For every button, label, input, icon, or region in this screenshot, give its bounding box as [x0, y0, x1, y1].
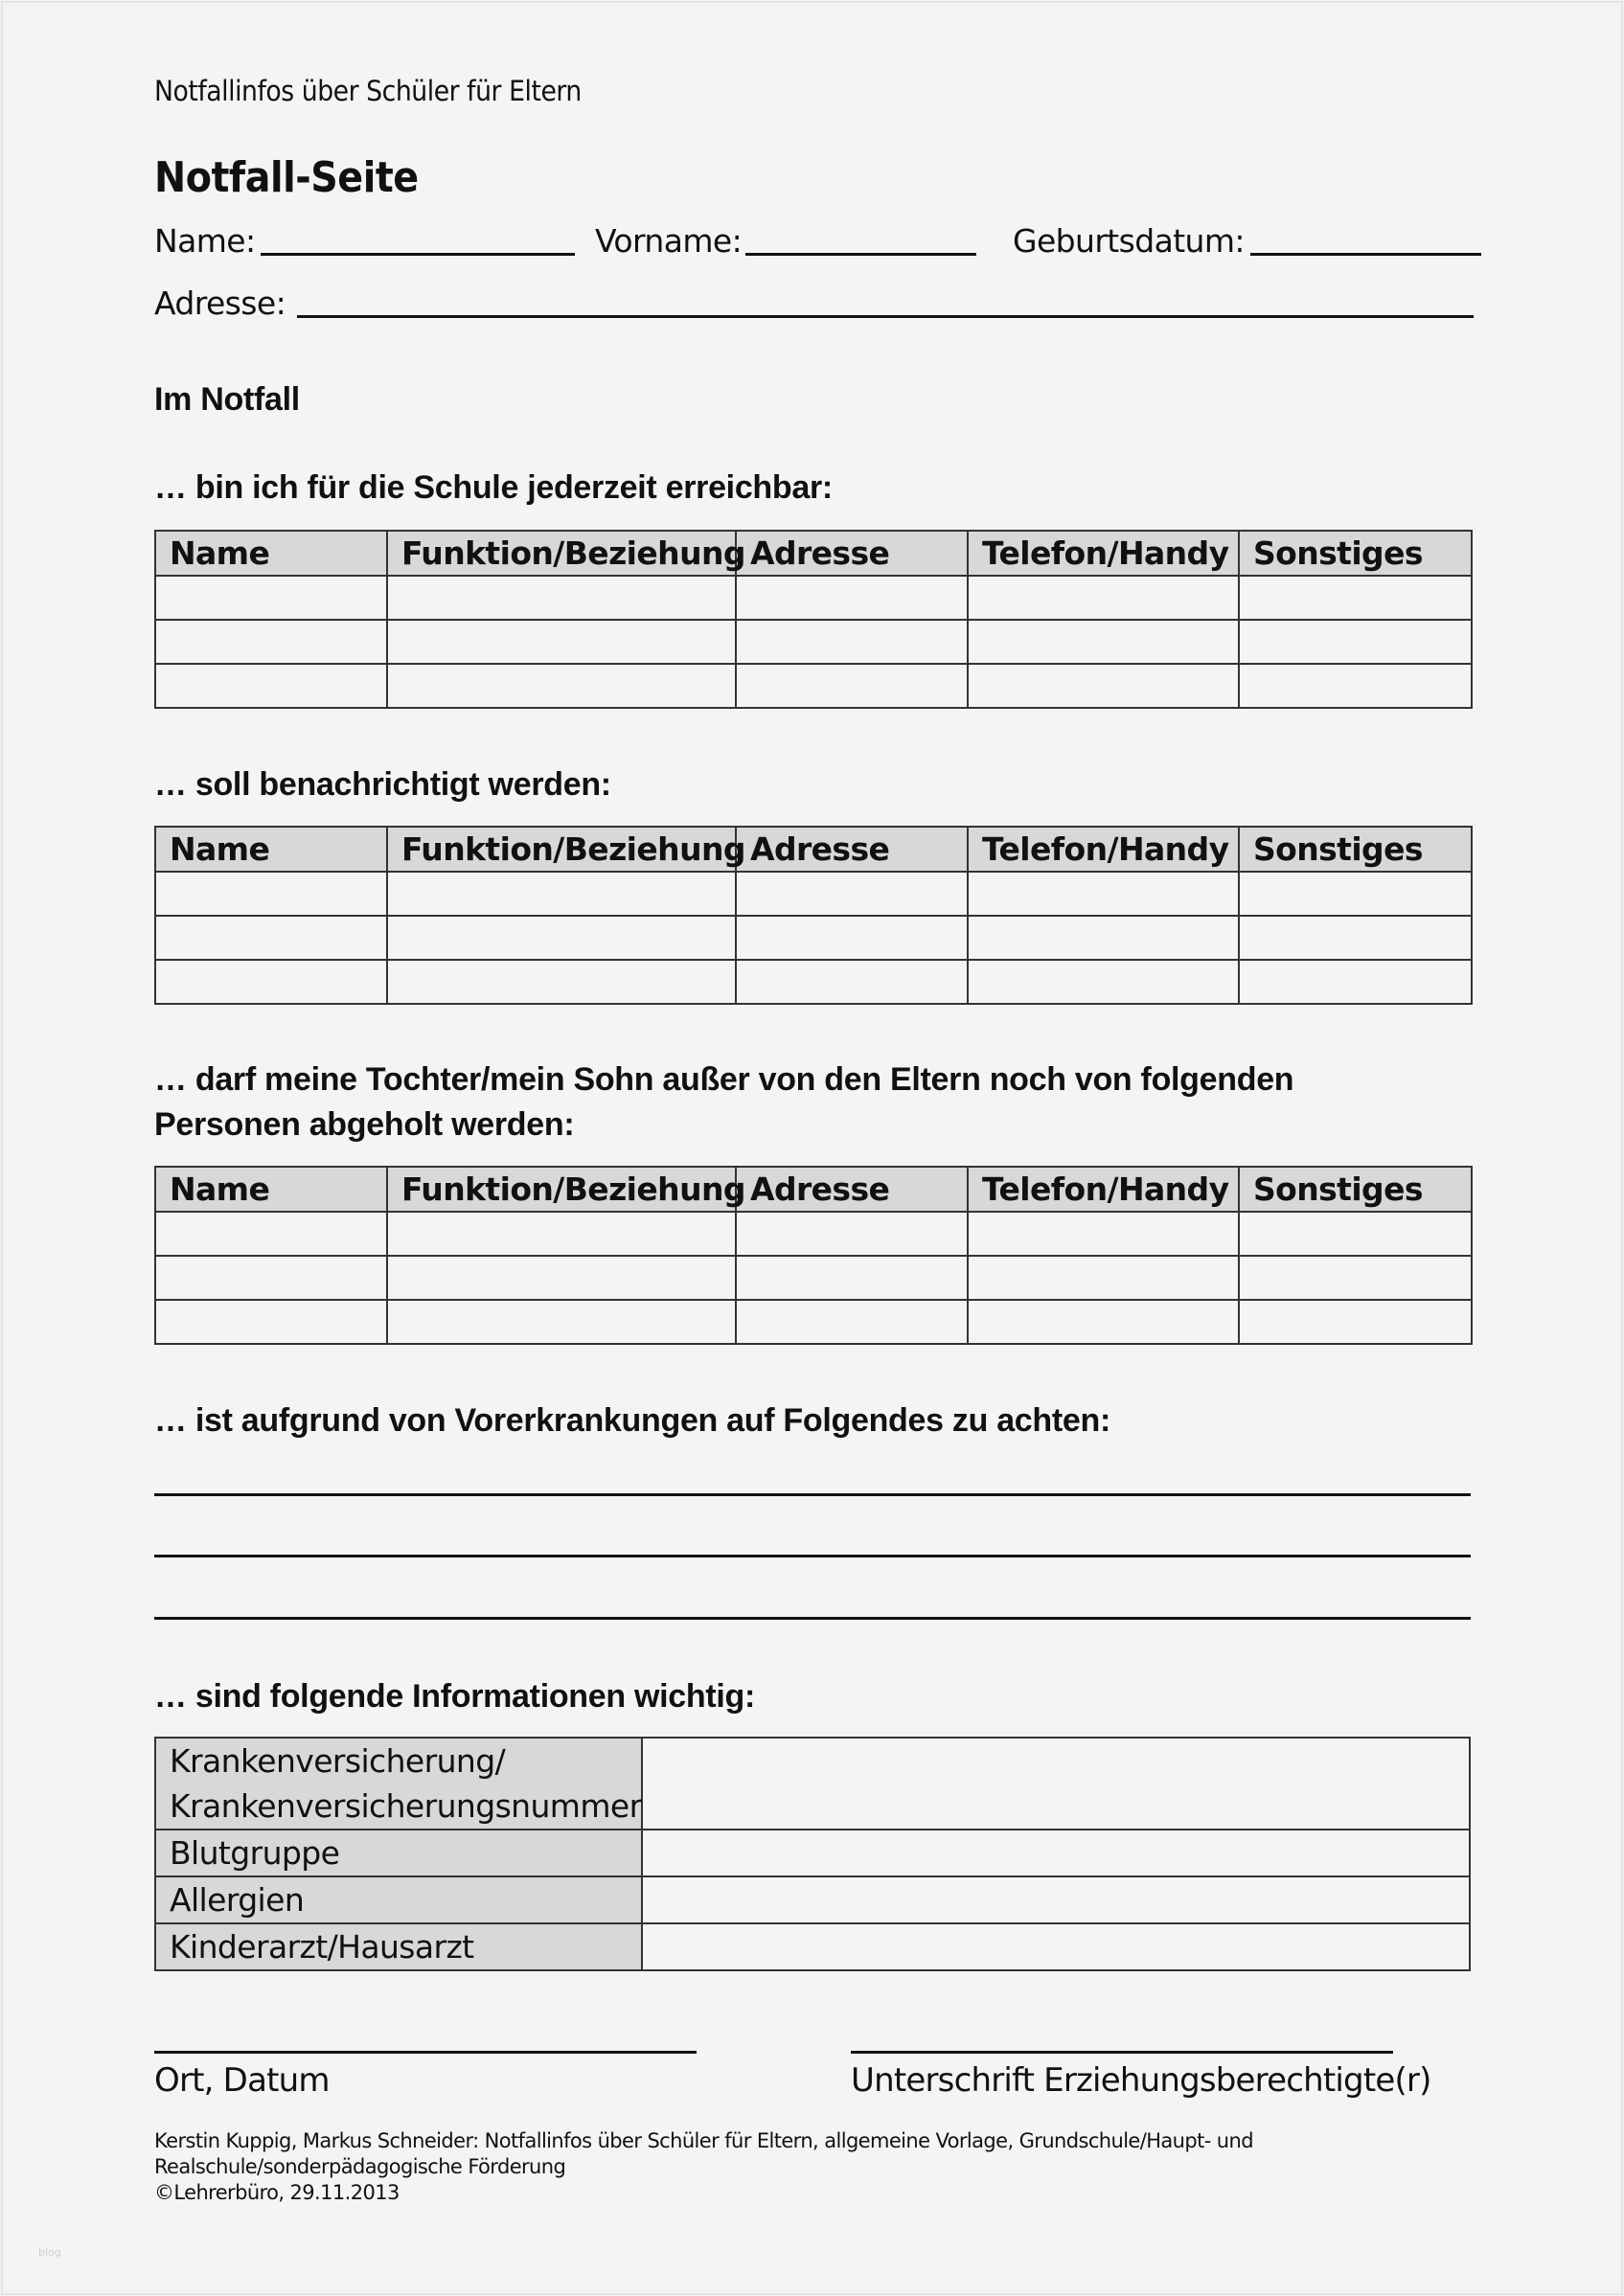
column-header-name: Name [155, 531, 387, 576]
table-cell[interactable] [736, 1256, 968, 1300]
page-title: Notfall-Seite [154, 153, 419, 202]
column-header-adresse: Adresse [736, 1167, 968, 1212]
name-label: Name: [154, 222, 256, 260]
im-notfall-heading: Im Notfall [154, 381, 300, 418]
table-cell[interactable] [387, 1212, 736, 1256]
info-label-line: Krankenversicherungsnummer [170, 1787, 642, 1825]
table-cell[interactable] [968, 1256, 1239, 1300]
table-cell[interactable] [968, 916, 1239, 960]
table-cell[interactable] [155, 916, 387, 960]
column-header-telefon: Telefon/Handy [968, 531, 1239, 576]
table-header-row [155, 1167, 1472, 1212]
table-cell[interactable] [1239, 1300, 1472, 1344]
informationen-heading: … sind folgende Informationen wichtig: [154, 1678, 756, 1715]
table-cell[interactable] [736, 664, 968, 708]
vorerkrankungen-line-1[interactable] [154, 1493, 1471, 1496]
table-cell[interactable] [155, 1212, 387, 1256]
table-cell[interactable] [155, 576, 387, 620]
name-input-line[interactable] [261, 253, 575, 256]
table-cell[interactable] [387, 1256, 736, 1300]
vorname-label: Vorname: [595, 222, 743, 260]
document-subtitle: Notfallinfos über Schüler für Eltern [154, 75, 582, 107]
informationen-table [154, 1737, 1471, 1971]
table-cell[interactable] [736, 916, 968, 960]
table-cell[interactable] [1239, 872, 1472, 916]
adresse-input-line[interactable] [297, 315, 1474, 318]
footer-citation [154, 2128, 1400, 2206]
geburtsdatum-label: Geburtsdatum: [1013, 222, 1245, 260]
table-row [155, 872, 1472, 916]
vorerkrankungen-line-3[interactable] [154, 1617, 1471, 1620]
info-label-line: Krankenversicherung/ [170, 1742, 506, 1780]
benachrichtigt-table [154, 826, 1473, 1005]
ort-datum-line[interactable] [154, 2051, 697, 2054]
column-header-sonstiges: Sonstiges [1239, 827, 1472, 872]
table-cell[interactable] [155, 664, 387, 708]
info-row-blutgruppe [155, 1830, 1470, 1876]
adresse-field[interactable] [154, 284, 1474, 322]
table-cell[interactable] [736, 1300, 968, 1344]
info-value-krankenversicherung[interactable] [642, 1738, 1470, 1830]
info-row-kinderarzt [155, 1923, 1470, 1970]
erreichbar-heading: … bin ich für die Schule jederzeit erreichbar: [154, 469, 833, 506]
erreichbar-table [154, 530, 1473, 709]
column-header-telefon: Telefon/Handy [968, 827, 1239, 872]
info-value-blutgruppe[interactable] [642, 1830, 1470, 1876]
table-cell[interactable] [155, 1300, 387, 1344]
table-cell[interactable] [1239, 664, 1472, 708]
name-field[interactable] [154, 222, 575, 260]
table-cell[interactable] [1239, 960, 1472, 1004]
info-row-allergien [155, 1876, 1470, 1923]
column-header-sonstiges: Sonstiges [1239, 531, 1472, 576]
table-cell[interactable] [1239, 916, 1472, 960]
table-cell[interactable] [968, 1212, 1239, 1256]
table-cell[interactable] [968, 664, 1239, 708]
table-cell[interactable] [968, 620, 1239, 664]
table-cell[interactable] [387, 960, 736, 1004]
table-cell[interactable] [387, 620, 736, 664]
footer-line-2: Realschule/sonderpädagogische Förderung [154, 2155, 566, 2178]
table-cell[interactable] [736, 620, 968, 664]
table-cell[interactable] [155, 960, 387, 1004]
info-value-kinderarzt[interactable] [642, 1923, 1470, 1970]
table-cell[interactable] [387, 576, 736, 620]
table-cell[interactable] [1239, 620, 1472, 664]
watermark: blog [38, 2246, 61, 2259]
geburtsdatum-field[interactable] [1013, 222, 1481, 260]
table-row [155, 960, 1472, 1004]
table-row [155, 664, 1472, 708]
table-cell[interactable] [155, 620, 387, 664]
vorerkrankungen-heading: … ist aufgrund von Vorerkrankungen auf Folgendes zu achten: [154, 1402, 1111, 1439]
column-header-adresse: Adresse [736, 531, 968, 576]
table-cell[interactable] [968, 960, 1239, 1004]
info-label-kinderarzt: Kinderarzt/Hausarzt [155, 1923, 642, 1970]
table-cell[interactable] [155, 872, 387, 916]
column-header-funktion: Funktion/Beziehung [387, 827, 736, 872]
table-row [155, 1300, 1472, 1344]
table-row [155, 576, 1472, 620]
column-header-sonstiges: Sonstiges [1239, 1167, 1472, 1212]
unterschrift-label: Unterschrift Erziehungsberechtigte(r) [851, 2061, 1431, 2100]
table-cell[interactable] [736, 960, 968, 1004]
table-row [155, 1256, 1472, 1300]
table-row [155, 1212, 1472, 1256]
column-header-telefon: Telefon/Handy [968, 1167, 1239, 1212]
abgeholt-heading-line2: Personen abgeholt werden: [154, 1106, 575, 1143]
table-cell[interactable] [387, 872, 736, 916]
geburtsdatum-input-line[interactable] [1250, 253, 1481, 256]
adresse-label: Adresse: [154, 284, 286, 322]
table-cell[interactable] [387, 916, 736, 960]
column-header-name: Name [155, 1167, 387, 1212]
info-row-krankenversicherung [155, 1738, 1470, 1830]
table-cell[interactable] [1239, 1256, 1472, 1300]
table-cell[interactable] [968, 1300, 1239, 1344]
info-value-allergien[interactable] [642, 1876, 1470, 1923]
abgeholt-table [154, 1166, 1473, 1345]
info-label-blutgruppe: Blutgruppe [155, 1830, 642, 1876]
table-cell[interactable] [1239, 576, 1472, 620]
table-cell[interactable] [387, 1300, 736, 1344]
table-header-row [155, 827, 1472, 872]
column-header-name: Name [155, 827, 387, 872]
table-cell[interactable] [736, 576, 968, 620]
table-cell[interactable] [968, 576, 1239, 620]
abgeholt-heading-line1: … darf meine Tochter/mein Sohn außer von den Eltern noch von folgenden [154, 1061, 1294, 1098]
table-header-row [155, 531, 1472, 576]
info-label-krankenversicherung [155, 1738, 642, 1830]
benachrichtigt-heading: … soll benachrichtigt werden: [154, 766, 611, 803]
table-row [155, 916, 1472, 960]
unterschrift-line[interactable] [851, 2051, 1393, 2054]
vorname-input-line[interactable] [745, 253, 976, 256]
info-label-allergien: Allergien [155, 1876, 642, 1923]
vorerkrankungen-line-2[interactable] [154, 1555, 1471, 1557]
table-cell[interactable] [736, 872, 968, 916]
column-header-funktion: Funktion/Beziehung [387, 531, 736, 576]
vorname-field[interactable] [595, 222, 976, 260]
table-row [155, 620, 1472, 664]
footer-line-1: Kerstin Kuppig, Markus Schneider: Notfallinfos über Schüler für Eltern, allgemeine Vorlage, Grundschule/Haupt- und [154, 2129, 1253, 2152]
ort-datum-label: Ort, Datum [154, 2061, 330, 2100]
table-cell[interactable] [1239, 1212, 1472, 1256]
footer-line-3: ©Lehrerbüro, 29.11.2013 [154, 2181, 400, 2204]
table-cell[interactable] [155, 1256, 387, 1300]
column-header-adresse: Adresse [736, 827, 968, 872]
table-cell[interactable] [387, 664, 736, 708]
column-header-funktion: Funktion/Beziehung [387, 1167, 736, 1212]
table-cell[interactable] [736, 1212, 968, 1256]
table-cell[interactable] [968, 872, 1239, 916]
